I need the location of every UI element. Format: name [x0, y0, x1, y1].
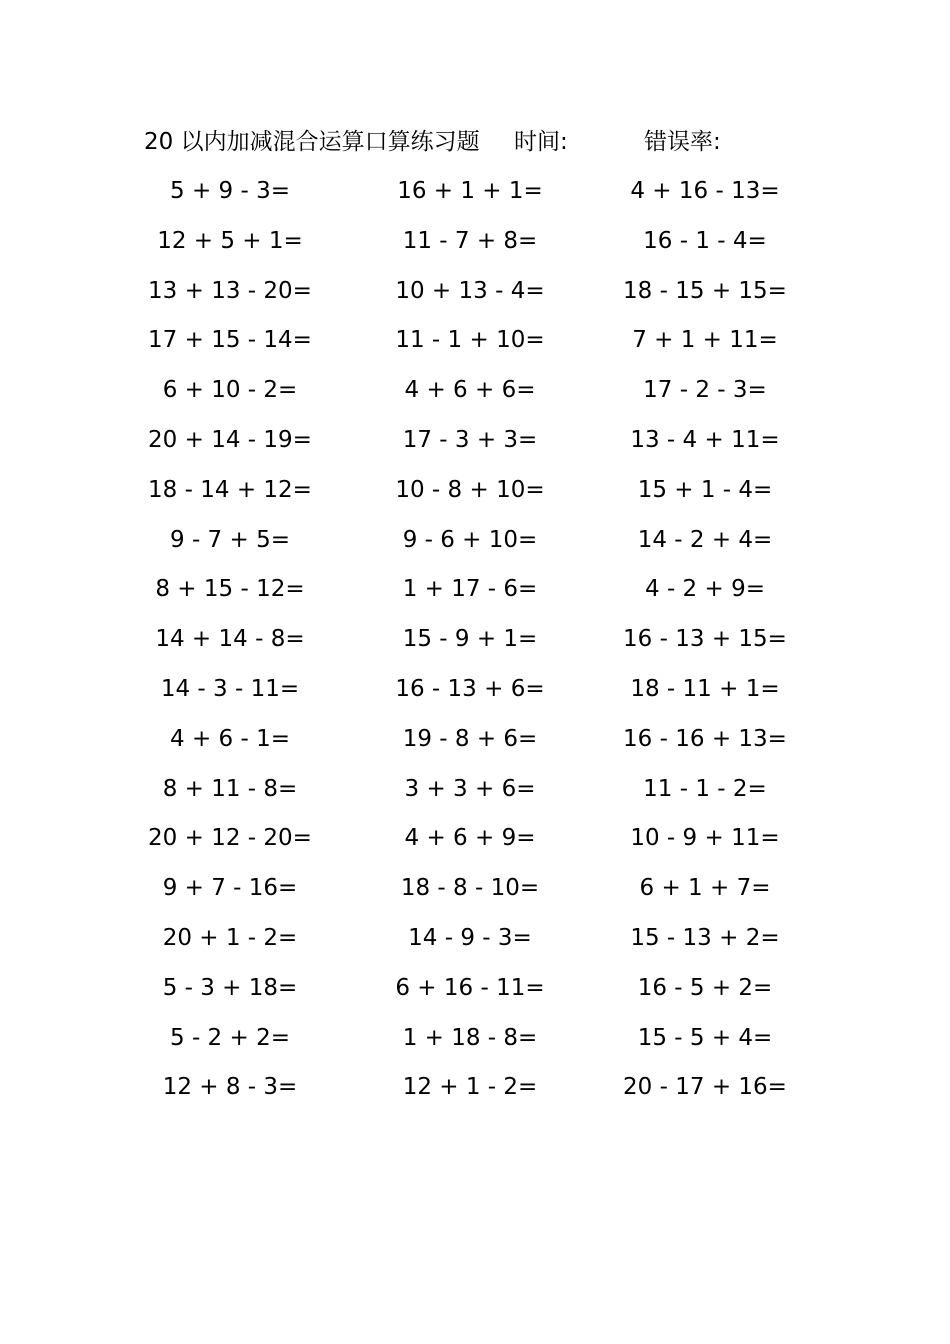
arithmetic-problem: 10 - 9 + 11= — [630, 825, 780, 852]
arithmetic-problem: 14 - 3 - 11= — [160, 675, 300, 702]
arithmetic-problem: 9 + 7 - 16= — [162, 875, 298, 902]
arithmetic-problem: 4 - 2 + 9= — [645, 576, 765, 603]
arithmetic-problem: 13 - 4 + 11= — [630, 426, 780, 453]
arithmetic-problem: 20 + 1 - 2= — [162, 924, 298, 951]
problem-row — [0, 722, 950, 772]
arithmetic-problem: 18 - 8 - 10= — [400, 875, 540, 902]
arithmetic-problem: 16 - 1 - 4= — [643, 227, 767, 254]
arithmetic-problem: 6 + 10 - 2= — [162, 377, 298, 404]
arithmetic-problem: 7 + 1 + 11= — [632, 327, 778, 354]
problem-row — [0, 323, 950, 373]
problem-row — [0, 1070, 950, 1120]
arithmetic-problem: 16 + 1 + 1= — [397, 178, 543, 204]
problem-row — [0, 224, 950, 274]
arithmetic-problem: 20 + 14 - 19= — [148, 426, 312, 453]
arithmetic-problem: 9 - 7 + 5= — [170, 526, 290, 553]
arithmetic-problem: 18 - 15 + 15= — [623, 277, 787, 304]
problem-row — [0, 373, 950, 423]
problem-row — [0, 572, 950, 622]
arithmetic-problem: 15 + 1 - 4= — [637, 476, 773, 503]
problem-row — [0, 473, 950, 523]
arithmetic-problem: 16 - 13 + 15= — [623, 626, 787, 653]
error-rate-label: 错误率: — [644, 129, 721, 155]
problem-row — [0, 523, 950, 573]
arithmetic-problem: 10 + 13 - 4= — [395, 277, 545, 304]
arithmetic-problem: 12 + 8 - 3= — [162, 1074, 298, 1101]
arithmetic-problem: 4 + 6 + 9= — [404, 825, 536, 852]
arithmetic-problem: 11 - 1 - 2= — [643, 775, 767, 802]
arithmetic-problem: 3 + 3 + 6= — [404, 775, 536, 802]
problem-row — [0, 921, 950, 971]
arithmetic-problem: 15 - 13 + 2= — [630, 924, 780, 951]
arithmetic-problem: 18 - 11 + 1= — [630, 675, 780, 702]
arithmetic-problem: 15 - 9 + 1= — [402, 626, 538, 653]
arithmetic-problem: 9 - 6 + 10= — [402, 526, 538, 553]
arithmetic-problem: 4 + 6 - 1= — [170, 725, 290, 752]
problem-row — [0, 672, 950, 722]
arithmetic-problem: 12 + 1 - 2= — [402, 1074, 538, 1101]
arithmetic-problem: 13 + 13 - 20= — [148, 277, 312, 304]
arithmetic-problem: 20 - 17 + 16= — [623, 1074, 787, 1101]
arithmetic-problem: 5 + 9 - 3= — [170, 178, 290, 204]
problem-grid — [0, 174, 950, 1120]
problem-row — [0, 772, 950, 822]
arithmetic-problem: 6 + 16 - 11= — [395, 974, 545, 1001]
problem-row — [0, 274, 950, 324]
arithmetic-problem: 20 + 12 - 20= — [148, 825, 312, 852]
arithmetic-problem: 6 + 1 + 7= — [639, 875, 771, 902]
arithmetic-problem: 4 + 6 + 6= — [404, 377, 536, 404]
arithmetic-problem: 5 - 3 + 18= — [162, 974, 298, 1001]
problem-row — [0, 174, 950, 224]
problem-row — [0, 1021, 950, 1071]
problem-row — [0, 971, 950, 1021]
time-label: 时间: — [514, 129, 568, 155]
arithmetic-problem: 16 - 16 + 13= — [623, 725, 787, 752]
arithmetic-problem: 16 - 13 + 6= — [395, 675, 545, 702]
arithmetic-problem: 10 - 8 + 10= — [395, 476, 545, 503]
problem-row — [0, 423, 950, 473]
arithmetic-problem: 14 - 2 + 4= — [637, 526, 773, 553]
arithmetic-problem: 17 + 15 - 14= — [148, 327, 312, 354]
problem-row — [0, 871, 950, 921]
arithmetic-problem: 15 - 5 + 4= — [637, 1024, 773, 1051]
worksheet-title: 20 以内加减混合运算口算练习题 — [144, 129, 480, 155]
arithmetic-problem: 18 - 14 + 12= — [148, 476, 312, 503]
arithmetic-problem: 12 + 5 + 1= — [157, 227, 303, 254]
arithmetic-problem: 1 + 17 - 6= — [402, 576, 538, 603]
arithmetic-problem: 14 - 9 - 3= — [408, 924, 532, 951]
arithmetic-problem: 19 - 8 + 6= — [402, 725, 538, 752]
arithmetic-problem: 17 - 3 + 3= — [402, 426, 538, 453]
problem-row — [0, 622, 950, 672]
arithmetic-problem: 11 - 7 + 8= — [402, 227, 538, 254]
arithmetic-problem: 14 + 14 - 8= — [155, 626, 305, 653]
arithmetic-problem: 8 + 15 - 12= — [155, 576, 305, 603]
arithmetic-problem: 4 + 16 - 13= — [630, 178, 780, 204]
problem-row — [0, 821, 950, 871]
arithmetic-problem: 5 - 2 + 2= — [170, 1024, 290, 1051]
arithmetic-problem: 8 + 11 - 8= — [162, 775, 298, 802]
arithmetic-problem: 1 + 18 - 8= — [402, 1024, 538, 1051]
arithmetic-problem: 11 - 1 + 10= — [395, 327, 545, 354]
arithmetic-problem: 16 - 5 + 2= — [637, 974, 773, 1001]
arithmetic-problem: 17 - 2 - 3= — [643, 377, 767, 404]
